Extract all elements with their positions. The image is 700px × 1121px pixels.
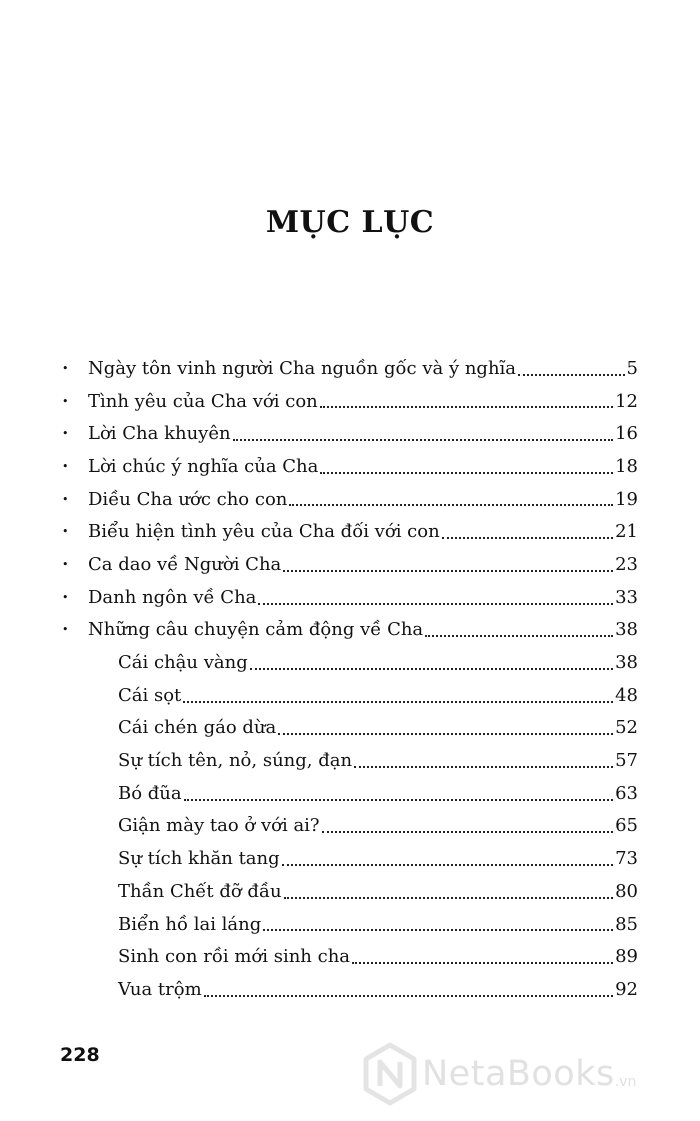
bullet-icon: • — [62, 394, 69, 408]
dot-leader — [258, 603, 613, 605]
dot-leader — [184, 799, 613, 801]
toc-entry-page: 33 — [615, 586, 638, 608]
toc-entry-title: Biểu hiện tình yêu của Cha đối với con — [88, 521, 440, 543]
toc-entry-page: 48 — [615, 684, 638, 706]
toc-entry-page: 19 — [615, 488, 638, 510]
toc-entry — [58, 385, 638, 418]
dot-leader — [283, 570, 613, 572]
toc-subentry — [58, 908, 638, 941]
toc-entry — [58, 614, 638, 647]
toc-entry-page: 16 — [615, 423, 638, 445]
toc-entry-page: 21 — [615, 521, 638, 543]
toc-entry-title: Ca dao về Người Cha — [88, 553, 282, 575]
dot-leader — [284, 897, 614, 899]
dot-leader — [354, 766, 613, 768]
toc-entry — [58, 483, 638, 516]
table-of-contents — [58, 352, 638, 1006]
page-number: 228 — [60, 1044, 100, 1066]
dot-leader — [320, 406, 613, 408]
dot-leader — [425, 635, 613, 637]
dot-leader — [322, 831, 614, 833]
dot-leader — [233, 439, 614, 441]
toc-entry-title: Cái chậu vàng — [118, 652, 248, 674]
toc-entry-title: Danh ngôn về Cha — [88, 586, 257, 608]
bullet-icon: • — [62, 459, 69, 473]
toc-entry-title: Cái chén gáo dừa — [118, 717, 277, 739]
toc-subentry — [58, 973, 638, 1006]
toc-entry-page: 92 — [615, 978, 638, 1000]
toc-subentry — [58, 712, 638, 745]
toc-entry — [58, 548, 638, 581]
bullet-icon: • — [62, 427, 69, 441]
toc-entry-page: 38 — [615, 619, 638, 641]
toc-entry-page: 73 — [615, 848, 638, 870]
toc-entry-title: Những câu chuyện cảm động về Cha — [88, 619, 424, 641]
toc-subentry — [58, 940, 638, 973]
dot-leader — [278, 733, 613, 735]
toc-entry-title: Vua trộm — [118, 978, 202, 1000]
bullet-icon: • — [62, 492, 69, 506]
bullet-icon: • — [62, 590, 69, 604]
toc-entry — [58, 450, 638, 483]
bullet-icon: • — [62, 623, 69, 637]
toc-entry-page: 63 — [615, 782, 638, 804]
watermark — [362, 1042, 692, 1106]
toc-subentry — [58, 777, 638, 810]
toc-entry-title: Ngày tôn vinh người Cha nguồn gốc và ý nghĩa — [88, 357, 517, 379]
toc-entry-title: Thần Chết đỡ đầu — [118, 880, 282, 902]
toc-entry-title: Lời Cha khuyên — [88, 423, 231, 445]
bullet-icon: • — [62, 361, 69, 375]
toc-entry-title: Giận mày tao ở với ai? — [118, 815, 320, 837]
dot-leader — [352, 962, 613, 964]
toc-entry — [58, 417, 638, 450]
toc-entry-page: 85 — [615, 913, 638, 935]
dot-leader — [320, 472, 613, 474]
toc-entry-page: 57 — [615, 750, 638, 772]
dot-leader — [250, 668, 613, 670]
toc-entry-page: 18 — [615, 455, 638, 477]
toc-subentry — [58, 810, 638, 843]
toc-entry-page: 89 — [615, 946, 638, 968]
bullet-icon: • — [62, 557, 69, 571]
toc-entry-page: 52 — [615, 717, 638, 739]
toc-entry-title: Biển hồ lai láng — [118, 913, 262, 935]
toc-entry-title: Tình yêu của Cha với con — [88, 390, 318, 412]
dot-leader — [263, 929, 613, 931]
toc-entry-page: 23 — [615, 553, 638, 575]
toc-entry-page: 5 — [626, 357, 638, 379]
toc-subentry — [58, 744, 638, 777]
watermark-brand: NetaBooks — [422, 1054, 615, 1094]
toc-entry — [58, 581, 638, 614]
toc-subentry — [58, 842, 638, 875]
toc-subentry — [58, 875, 638, 908]
watermark-suffix: .vn — [614, 1074, 637, 1090]
dot-leader — [442, 537, 613, 539]
netabooks-logo-icon — [362, 1042, 418, 1106]
toc-entry-title: Cái sọt — [118, 684, 182, 706]
dot-leader — [289, 504, 613, 506]
toc-entry-page: 38 — [615, 652, 638, 674]
toc-entry — [58, 352, 638, 385]
dot-leader — [183, 701, 613, 703]
bullet-icon: • — [62, 525, 69, 539]
toc-subentry — [58, 679, 638, 712]
toc-entry-title: Sự tích khăn tang — [118, 848, 280, 870]
toc-entry-page: 65 — [615, 815, 638, 837]
dot-leader — [204, 995, 613, 997]
toc-entry-title: Sự tích tên, nỏ, súng, đạn — [118, 750, 353, 772]
toc-entry-page: 12 — [615, 390, 638, 412]
toc-entry-title: Sinh con rồi mới sinh cha — [118, 946, 351, 968]
toc-entry — [58, 515, 638, 548]
dot-leader — [518, 374, 625, 376]
toc-entry-page: 80 — [615, 880, 638, 902]
toc-subentry — [58, 646, 638, 679]
toc-entry-title: Diều Cha ước cho con — [88, 488, 288, 510]
dot-leader — [282, 864, 613, 866]
page-title: MỤC LỤC — [265, 205, 435, 240]
toc-entry-title: Bó đũa — [118, 782, 182, 804]
toc-entry-title: Lời chúc ý nghĩa của Cha — [88, 455, 319, 477]
